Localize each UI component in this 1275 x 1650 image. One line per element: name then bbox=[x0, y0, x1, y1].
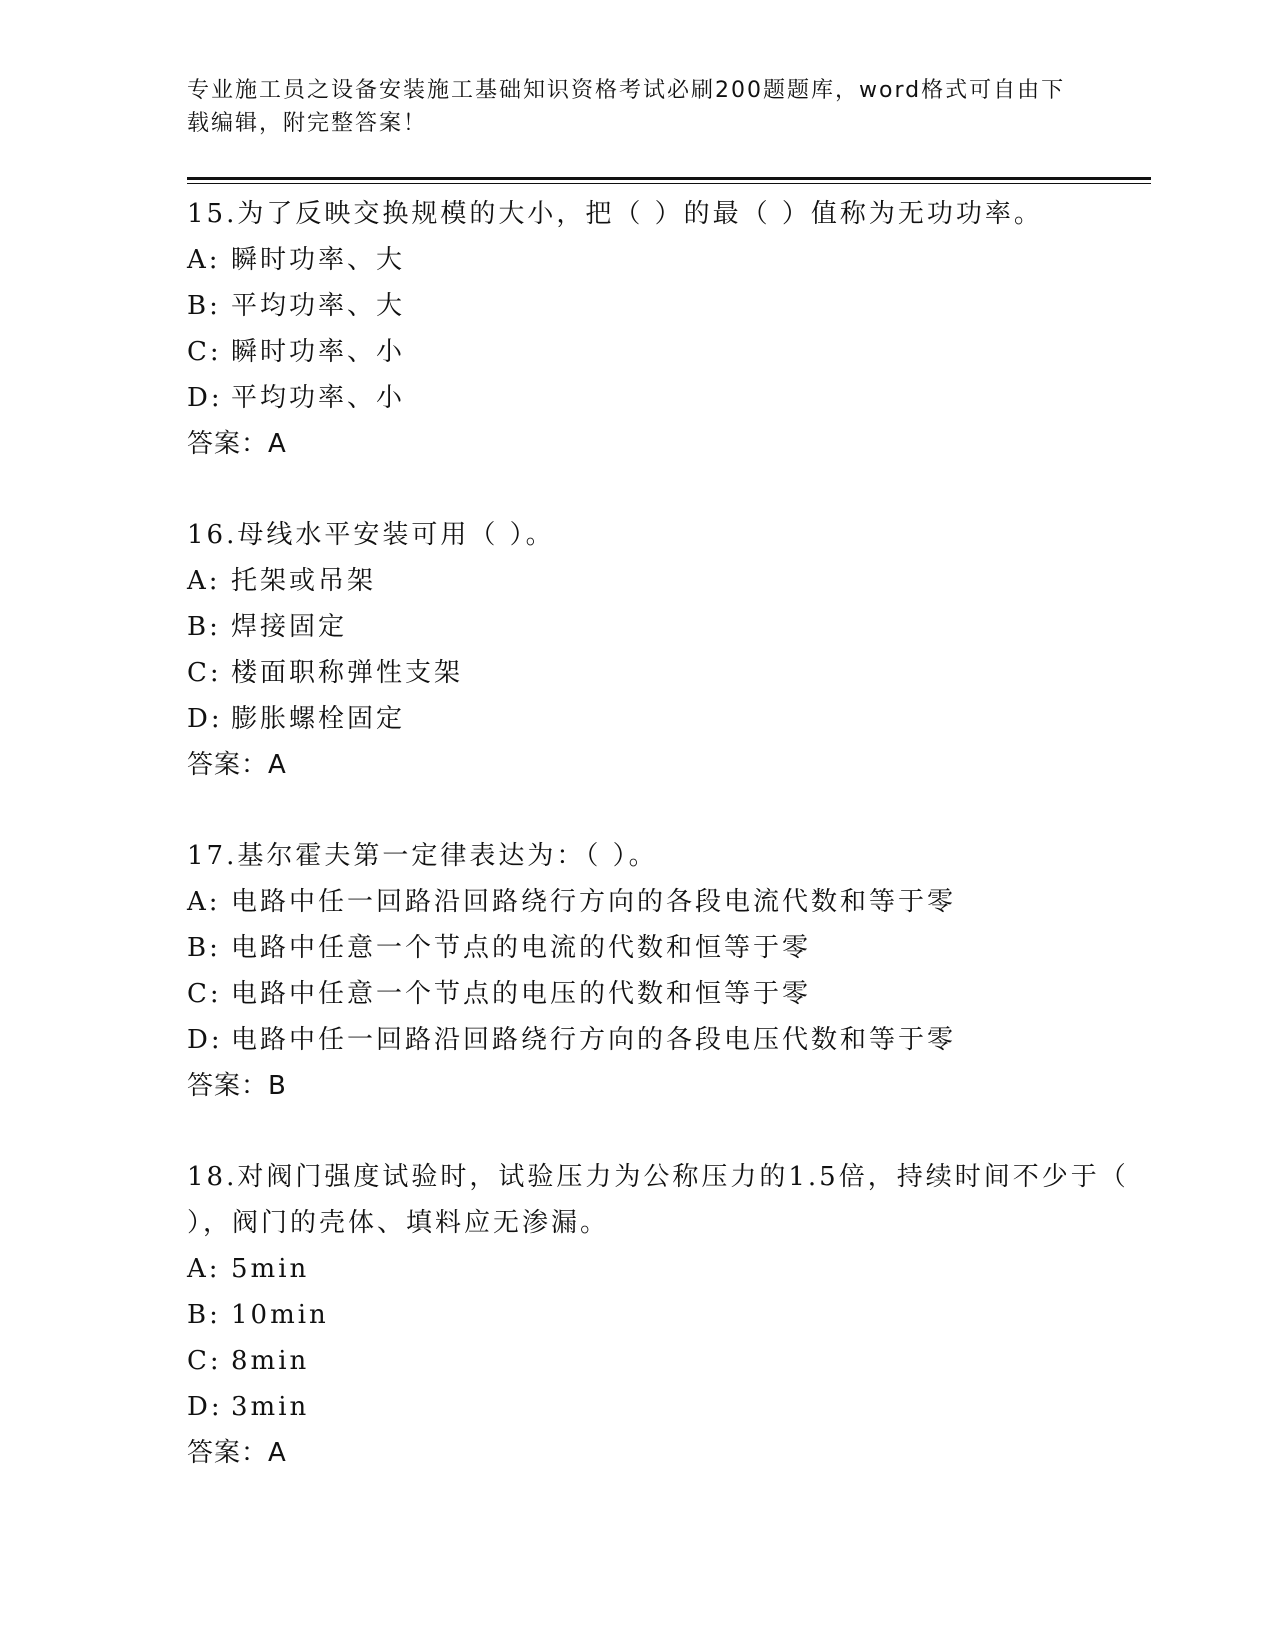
question-16 bbox=[187, 512, 1137, 788]
option-text: 瞬时功率、小 bbox=[231, 337, 406, 367]
question-list bbox=[187, 191, 1137, 1521]
option-letter: A: bbox=[187, 245, 221, 275]
option-letter: B: bbox=[187, 933, 221, 963]
option-letter: C: bbox=[187, 1346, 222, 1376]
option-letter: D: bbox=[187, 1392, 223, 1422]
question-stem: 17.基尔霍夫第一定律表达为：（ ）。 bbox=[187, 841, 658, 871]
option-letter: D: bbox=[187, 383, 223, 413]
option-b bbox=[187, 925, 1137, 971]
question-stem: 15.为了反映交换规模的大小，把（ ）的最（ ）值称为无功功率。 bbox=[187, 199, 1043, 229]
option-text: 平均功率、小 bbox=[231, 383, 406, 413]
option-text: 平均功率、大 bbox=[231, 291, 406, 321]
header-divider-thick bbox=[187, 177, 1151, 180]
option-letter: C: bbox=[187, 979, 222, 1009]
answer-line: 答案：A bbox=[187, 429, 287, 459]
option-text: 焊接固定 bbox=[231, 612, 348, 642]
option-b bbox=[187, 1292, 1137, 1338]
option-text: 8min bbox=[231, 1346, 310, 1376]
option-d bbox=[187, 1017, 1137, 1063]
option-b bbox=[187, 604, 1137, 650]
document-header: 专业施工员之设备安装施工基础知识资格考试必刷200题题库，word格式可自由下载编辑，附完整答案！ bbox=[187, 78, 1066, 136]
question-stem: 18.对阀门强度试验时，试验压力为公称压力的1.5倍，持续时间不少于（ ），阀门的壳体、填料应无渗漏。 bbox=[187, 1162, 1129, 1238]
question-17 bbox=[187, 833, 1137, 1109]
option-d bbox=[187, 696, 1137, 742]
option-text: 电路中任一回路沿回路绕行方向的各段电流代数和等于零 bbox=[231, 887, 957, 917]
option-letter: C: bbox=[187, 337, 222, 367]
option-letter: A: bbox=[187, 1254, 221, 1284]
option-text: 电路中任一回路沿回路绕行方向的各段电压代数和等于零 bbox=[231, 1025, 957, 1055]
answer-line: 答案：A bbox=[187, 750, 287, 780]
option-c bbox=[187, 971, 1137, 1017]
option-text: 5min bbox=[231, 1254, 310, 1284]
option-text: 电路中任意一个节点的电压的代数和恒等于零 bbox=[231, 979, 812, 1009]
option-d bbox=[187, 1384, 1137, 1430]
option-letter: A: bbox=[187, 566, 221, 596]
option-c bbox=[187, 650, 1137, 696]
option-c bbox=[187, 329, 1137, 375]
option-d bbox=[187, 375, 1137, 421]
answer-line: 答案：A bbox=[187, 1438, 287, 1468]
option-text: 3min bbox=[231, 1392, 310, 1422]
option-letter: A: bbox=[187, 887, 221, 917]
question-stem: 16.母线水平安装可用（ ）。 bbox=[187, 520, 555, 550]
option-text: 膨胀螺栓固定 bbox=[231, 704, 406, 734]
option-text: 瞬时功率、大 bbox=[231, 245, 406, 275]
option-a bbox=[187, 558, 1137, 604]
option-b bbox=[187, 283, 1137, 329]
header-divider-thin bbox=[187, 183, 1151, 184]
option-a bbox=[187, 237, 1137, 283]
option-letter: B: bbox=[187, 1300, 221, 1330]
option-text: 楼面职称弹性支架 bbox=[231, 658, 464, 688]
question-18 bbox=[187, 1154, 1137, 1476]
option-letter: B: bbox=[187, 612, 221, 642]
option-a bbox=[187, 879, 1137, 925]
option-text: 10min bbox=[231, 1300, 329, 1330]
option-text: 托架或吊架 bbox=[231, 566, 377, 596]
option-c bbox=[187, 1338, 1137, 1384]
question-15 bbox=[187, 191, 1137, 467]
option-letter: D: bbox=[187, 704, 223, 734]
option-letter: B: bbox=[187, 291, 221, 321]
option-letter: D: bbox=[187, 1025, 223, 1055]
option-a bbox=[187, 1246, 1137, 1292]
answer-line: 答案：B bbox=[187, 1071, 287, 1101]
option-text: 电路中任意一个节点的电流的代数和恒等于零 bbox=[231, 933, 812, 963]
option-letter: C: bbox=[187, 658, 222, 688]
